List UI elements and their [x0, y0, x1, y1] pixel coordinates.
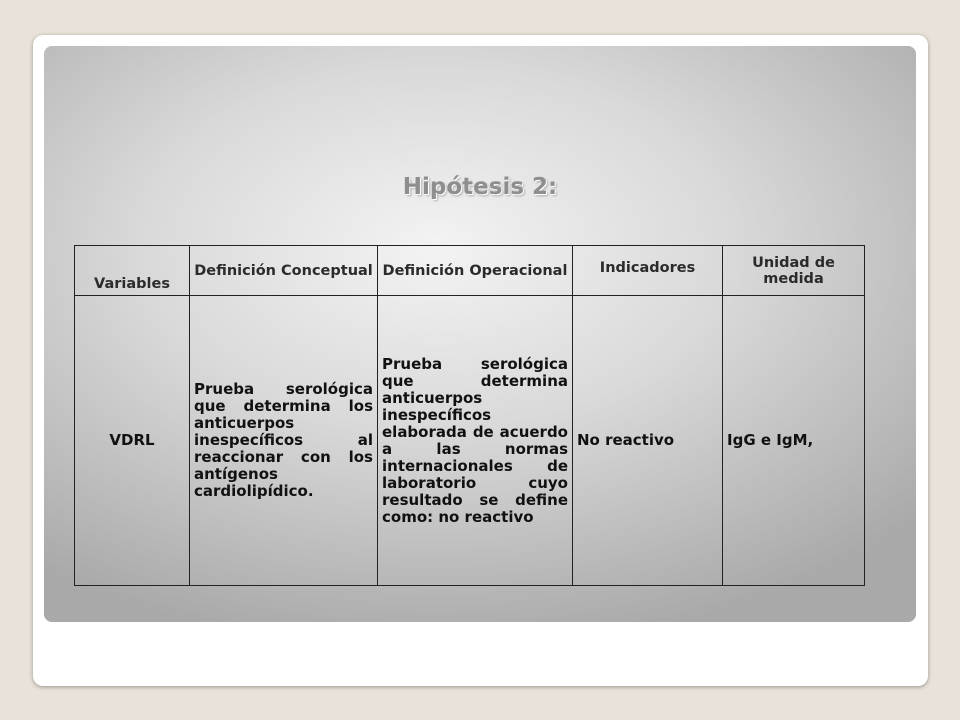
cell-indicator: No reactivo — [573, 296, 723, 586]
hypothesis-table — [74, 245, 865, 586]
cell-unit-of-measure: IgG e IgM, — [723, 296, 865, 586]
header-unit-of-measure — [723, 246, 865, 296]
header-operational-definition — [378, 246, 573, 296]
cell-operational-definition: Prueba serológica que determina anticuerpos inespecíficos elaborada de acuerdo a las normas internacionales de laboratorio cuyo resultado se define como: no reactivo — [378, 296, 573, 586]
header-conceptual-definition — [190, 246, 378, 296]
table-row — [75, 296, 865, 586]
slide-title: Hipótesis 2: — [402, 174, 558, 200]
table-header-row — [75, 246, 865, 296]
header-label: Definición Operacional — [382, 262, 568, 279]
header-label: Variables — [94, 276, 170, 292]
cell-variable: VDRL — [75, 296, 190, 586]
header-label: Definición Conceptual — [194, 262, 373, 279]
header-variables — [75, 246, 190, 296]
header-indicators — [573, 246, 723, 296]
header-label: Unidad de medida — [752, 254, 835, 287]
cell-conceptual-definition: Prueba serológica que determina los anticuerpos inespecíficos al reaccionar con los antígenos cardiolipídico. — [190, 296, 378, 586]
header-label: Indicadores — [599, 260, 696, 276]
